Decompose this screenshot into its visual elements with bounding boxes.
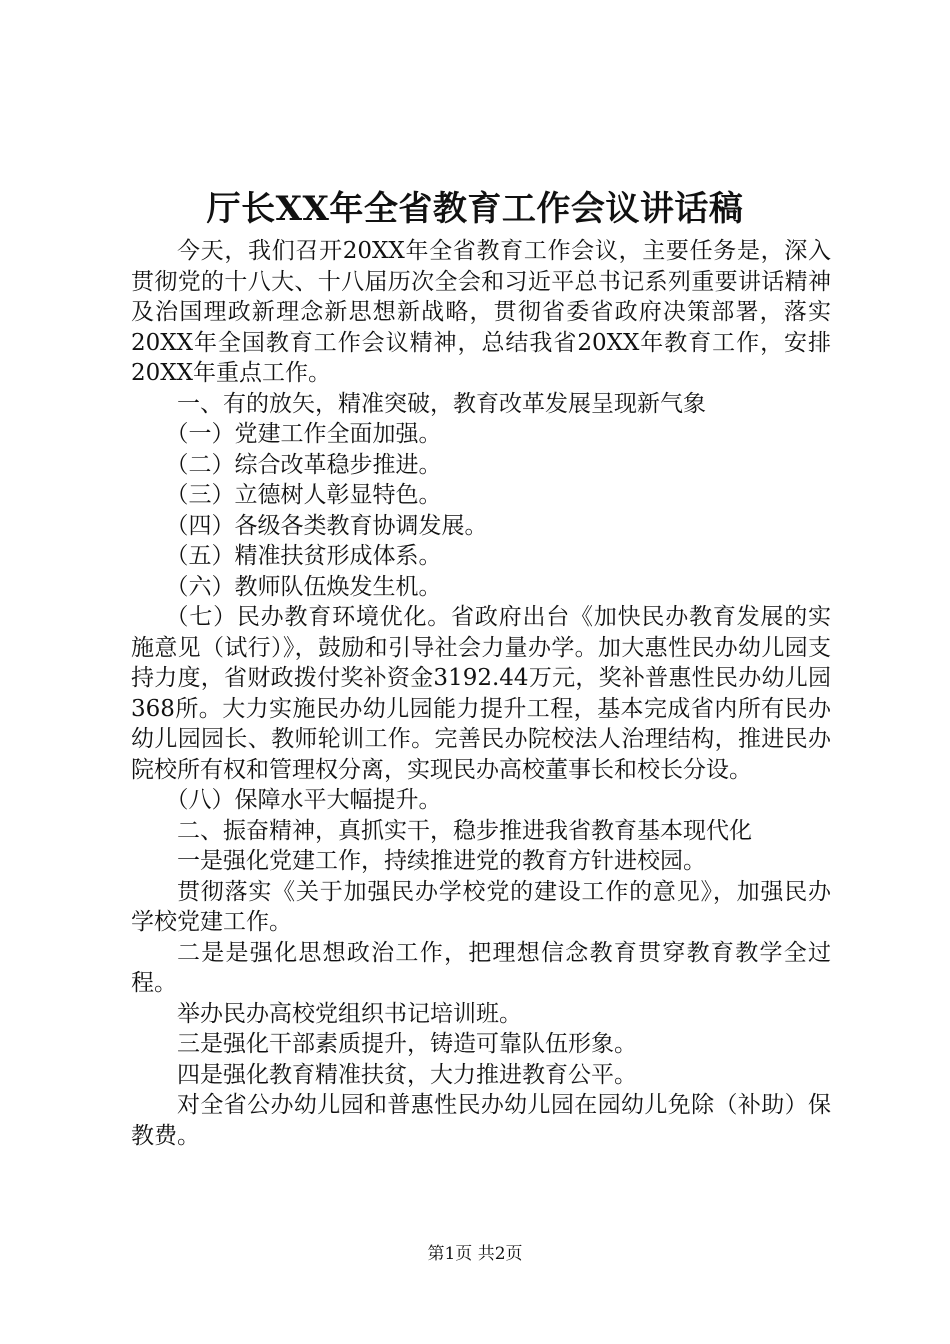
point-1-detail: 贯彻落实《关于加强民办学校党的建设工作的意见》，加强民办学校党建工作。 [131, 878, 831, 935]
subsection-2: （二）综合改革稳步推进。 [165, 451, 442, 478]
subsection-4: （四）各级各类教育协调发展。 [165, 512, 488, 539]
document-body [131, 236, 831, 1151]
section-heading-1: 一、有的放矢，精准突破，教育改革发展呈现新气象 [177, 390, 706, 417]
subsection-8: （八）保障水平大幅提升。 [165, 787, 442, 813]
subsection-5: （五）精准扶贫形成体系。 [165, 543, 442, 569]
point-4: 四是强化教育精准扶贫，大力推进教育公平。 [177, 1061, 637, 1088]
subsection-3: （三）立德树人彰显特色。 [165, 482, 442, 508]
subsection-6: （六）教师队伍焕发生机。 [165, 573, 442, 600]
subsection-7: （七）民办教育环境优化。省政府出台《加快民办教育发展的实施意见（试行）》，鼓励和引导社会力量办学。加大惠性民办幼儿园支持力度，省财政拨付奖补资金3192.44万元，奖补普惠性民办幼儿园368所。大力实施民办幼儿园能力提升工程，基本完成省内所有民办幼儿园园长、教师轮训工作。完善民办院校法人治理结构，推进民办院校所有权和管理权分离，实现民办高校董事长和校长分设。 [131, 604, 831, 783]
page-footer: 第1页 共2页 [427, 1244, 523, 1264]
point-4-detail: 对全省公办幼儿园和普惠性民办幼儿园在园幼儿免除（补助）保教费。 [131, 1092, 831, 1149]
point-1: 一是强化党建工作，持续推进党的教育方针进校园。 [177, 848, 706, 874]
paragraph-intro: 今天，我们召开20XX年全省教育工作会议，主要任务是，深入贯彻党的十八大、十八届历次全会和习近平总书记系列重要讲话精神及治国理政新理念新思想新战略，贯彻省委省政府决策部署，落实20XX年全国教育工作会议精神，总结我省20XX年教育工作，安排20XX年重点工作。 [131, 238, 831, 386]
subsection-1: （一）党建工作全面加强。 [165, 421, 442, 447]
section-heading-2: 二、振奋精神，真抓实干，稳步推进我省教育基本现代化 [177, 817, 752, 844]
document-title: 厅长XX年全省教育工作会议讲话稿 [206, 189, 744, 229]
point-3: 三是强化干部素质提升，铸造可靠队伍形象。 [177, 1031, 637, 1057]
point-2: 二是是强化思想政治工作，把理想信念教育贯穿教育教学全过程。 [131, 939, 831, 996]
point-2-detail: 举办民办高校党组织书记培训班。 [177, 1000, 522, 1027]
